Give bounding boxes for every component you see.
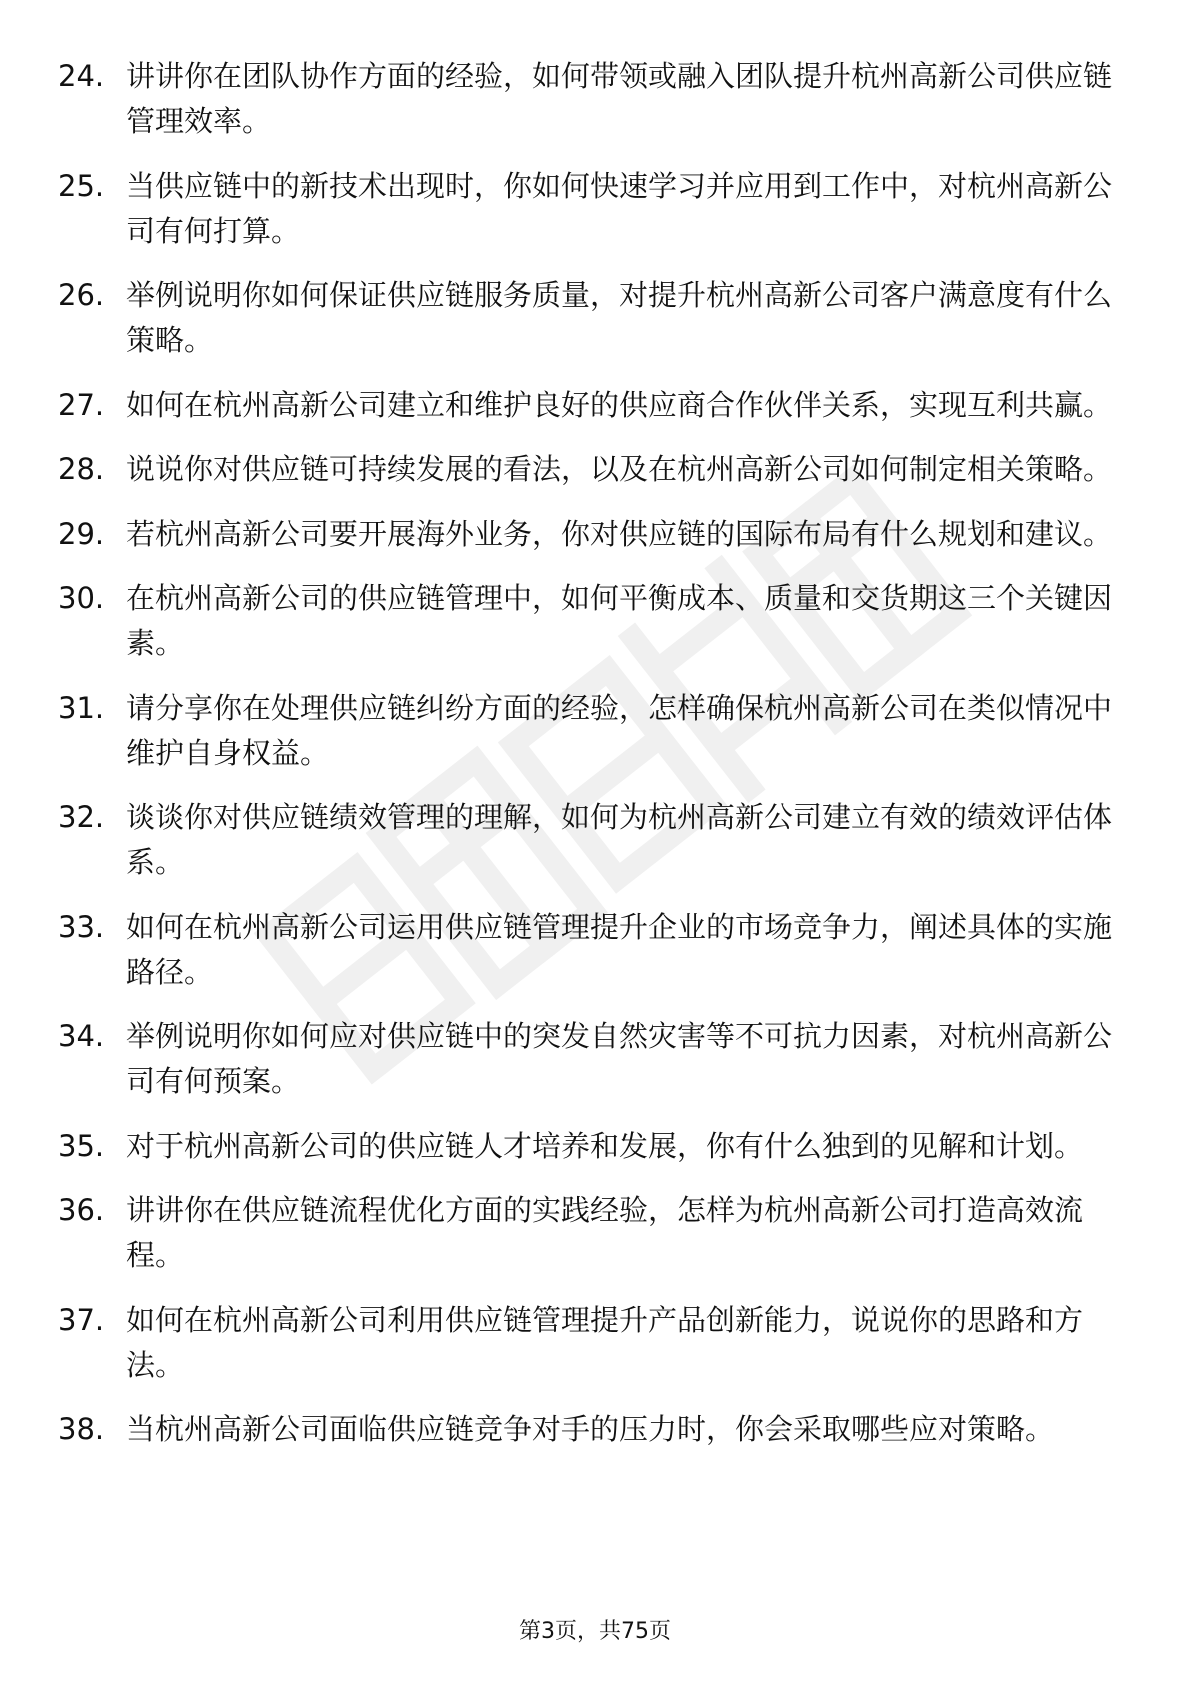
question-text: 讲讲你在团队协作方面的经验，如何带领或融入团队提升杭州高新公司供应链管理效率。: [126, 59, 1113, 138]
question-text: 对于杭州高新公司的供应链人才培养和发展，你有什么独到的见解和计划。: [126, 1128, 1084, 1163]
question-number: 28.: [58, 452, 105, 486]
list-item: [58, 383, 1118, 428]
question-number: 25.: [58, 168, 105, 203]
list-item: [58, 1298, 1118, 1388]
question-number: 24.: [58, 59, 105, 93]
question-text: 说说你对供应链可持续发展的看法，以及在杭州高新公司如何制定相关策略。: [126, 452, 1113, 486]
list-item: [58, 54, 1118, 144]
question-text: 举例说明你如何保证供应链服务质量，对提升杭州高新公司客户满意度有什么策略。: [126, 278, 1113, 357]
question-text: 若杭州高新公司要开展海外业务，你对供应链的国际布局有什么规划和建议。: [126, 516, 1113, 551]
list-item: [58, 686, 1118, 776]
list-item: [58, 164, 1118, 254]
list-item: [58, 273, 1118, 363]
question-number: 35.: [58, 1128, 105, 1163]
question-number: 30.: [58, 581, 105, 615]
list-item: [58, 512, 1118, 557]
question-number: 29.: [58, 516, 105, 551]
question-number: 31.: [58, 690, 105, 725]
question-text: 当杭州高新公司面临供应链竞争对手的压力时，你会采取哪些应对策略。: [126, 1412, 1055, 1446]
question-number: 34.: [58, 1019, 105, 1053]
question-text: 举例说明你如何应对供应链中的突发自然灾害等不可抗力因素，对杭州高新公司有何预案。: [126, 1019, 1113, 1098]
list-item: [58, 576, 1118, 666]
question-text: 讲讲你在供应链流程优化方面的实践经验，怎样为杭州高新公司打造高效流程。: [126, 1193, 1084, 1272]
question-text: 如何在杭州高新公司建立和维护良好的供应商合作伙伴关系，实现互利共赢。: [126, 387, 1113, 422]
question-number: 32.: [58, 800, 105, 834]
question-number: 38.: [58, 1412, 105, 1446]
list-item: [58, 447, 1118, 492]
question-text: 在杭州高新公司的供应链管理中，如何平衡成本、质量和交货期这三个关键因素。: [126, 581, 1113, 660]
question-list: [58, 54, 1118, 1472]
list-item: [58, 905, 1118, 995]
question-text: 谈谈你对供应链绩效管理的理解，如何为杭州高新公司建立有效的绩效评估体系。: [126, 800, 1113, 879]
list-item: [58, 1124, 1118, 1169]
question-number: 27.: [58, 387, 105, 422]
list-item: [58, 1188, 1118, 1278]
question-number: 33.: [58, 909, 105, 944]
question-text: 如何在杭州高新公司利用供应链管理提升产品创新能力，说说你的思路和方法。: [126, 1302, 1084, 1382]
question-text: 请分享你在处理供应链纠纷方面的经验，怎样确保杭州高新公司在类似情况中维护自身权益。: [126, 690, 1113, 770]
question-number: 26.: [58, 278, 105, 312]
list-item: [58, 795, 1118, 885]
list-item: [58, 1407, 1118, 1452]
list-item: [58, 1014, 1118, 1104]
question-text: 如何在杭州高新公司运用供应链管理提升企业的市场竞争力，阐述具体的实施路径。: [126, 909, 1113, 989]
question-number: 36.: [58, 1193, 105, 1227]
page-number-footer: 第3页，共75页: [519, 1619, 671, 1644]
question-text: 当供应链中的新技术出现时，你如何快速学习并应用到工作中，对杭州高新公司有何打算。: [126, 168, 1113, 248]
question-number: 37.: [58, 1302, 105, 1337]
